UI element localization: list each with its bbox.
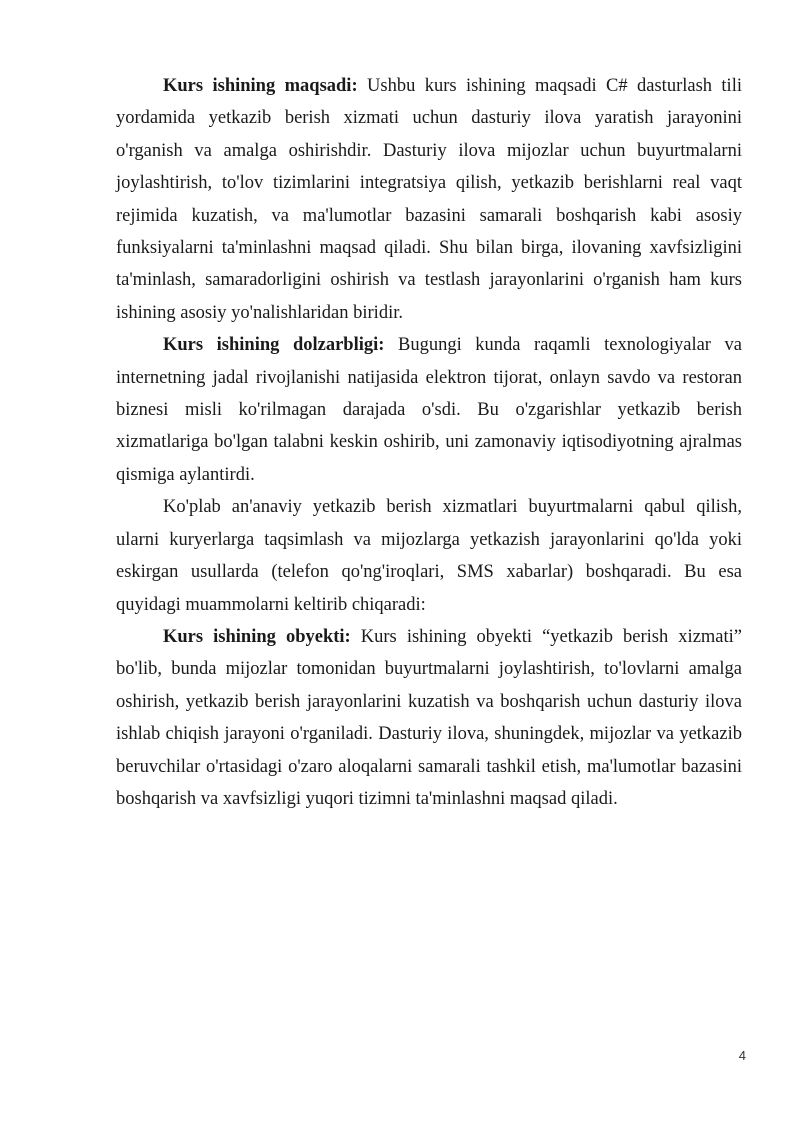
paragraph-text: Bugungi kunda raqamli texnologiyalar va internetning jadal rivojlanishi natijasida elektron tijorat, onlayn savdo va restoran biznesi misli ko'rilmagan darajada o'sdi. Bu o'zgarishlar yetkazib berish xizmatlariga bo'lgan talabni keskin oshirib, uni zamonaviy iqtisodiyotning ajralmas qismiga aylantirdi. (116, 335, 742, 485)
paragraph-text: Ko'plab an'anaviy yetkazib berish xizmatlari buyurtmalarni qabul qilish, ularni kuryerlarga taqsimlash va mijozlarga yetkazish jarayonlarini qo'lda yoki eskirgan usullarda (telefon qo'ng'iroqlari, SMS xabarlar) boshqaradi. Bu esa quyidagi muammolarni keltirib chiqaradi: (116, 497, 742, 615)
paragraph-heading: Kurs ishining dolzarbligi: (163, 335, 385, 356)
paragraph-maqsadi (116, 70, 742, 329)
paragraph-obyekti (116, 621, 742, 815)
paragraph-muammolar (116, 491, 742, 621)
paragraph-dolzarbligi (116, 329, 742, 491)
paragraph-text: Ushbu kurs ishining maqsadi C# dasturlash tili yordamida yetkazib berish xizmati uchun dasturiy ilova yaratish jarayonini o'rganish va amalga oshirishdir. Dasturiy ilova mijozlar uchun buyurtmalarni joylashtirish, to'lov tizimlarini integratsiya qilish, yetkazib berishlarni real vaqt rejimida kuzatish, va ma'lumotlar bazasini samarali boshqarish kabi asosiy funksiyalarni ta'minlashni maqsad qiladi. Shu bilan birga, ilovaning xavfsizligini ta'minlash, samaradorligini oshirish va testlash jarayonlarini o'rganish ham kurs ishining asosiy yo'nalishlaridan biridir. (116, 76, 742, 323)
paragraph-heading: Kurs ishining obyekti: (163, 626, 351, 647)
page-number: 4 (738, 1048, 746, 1063)
paragraph-heading: Kurs ishining maqsadi: (163, 76, 358, 96)
document-body (116, 70, 742, 815)
paragraph-text: Kurs ishining obyekti “yetkazib berish xizmati” bo'lib, bunda mijozlar tomonidan buyurtmalarni joylashtirish, to'lovlarni amalga oshirish, yetkazib berish jarayonlarini kuzatish va boshqarish uchun dasturiy ilova ishlab chiqish jarayoni o'rganiladi. Dasturiy ilova, shuningdek, mijozlar va yetkazib beruvchilar o'rtasidagi o'zaro aloqalarni samarali tashkil etish, ma'lumotlar bazasini boshqarish va xavfsizligi yuqori tizimni ta'minlashni maqsad qiladi. (116, 626, 742, 809)
